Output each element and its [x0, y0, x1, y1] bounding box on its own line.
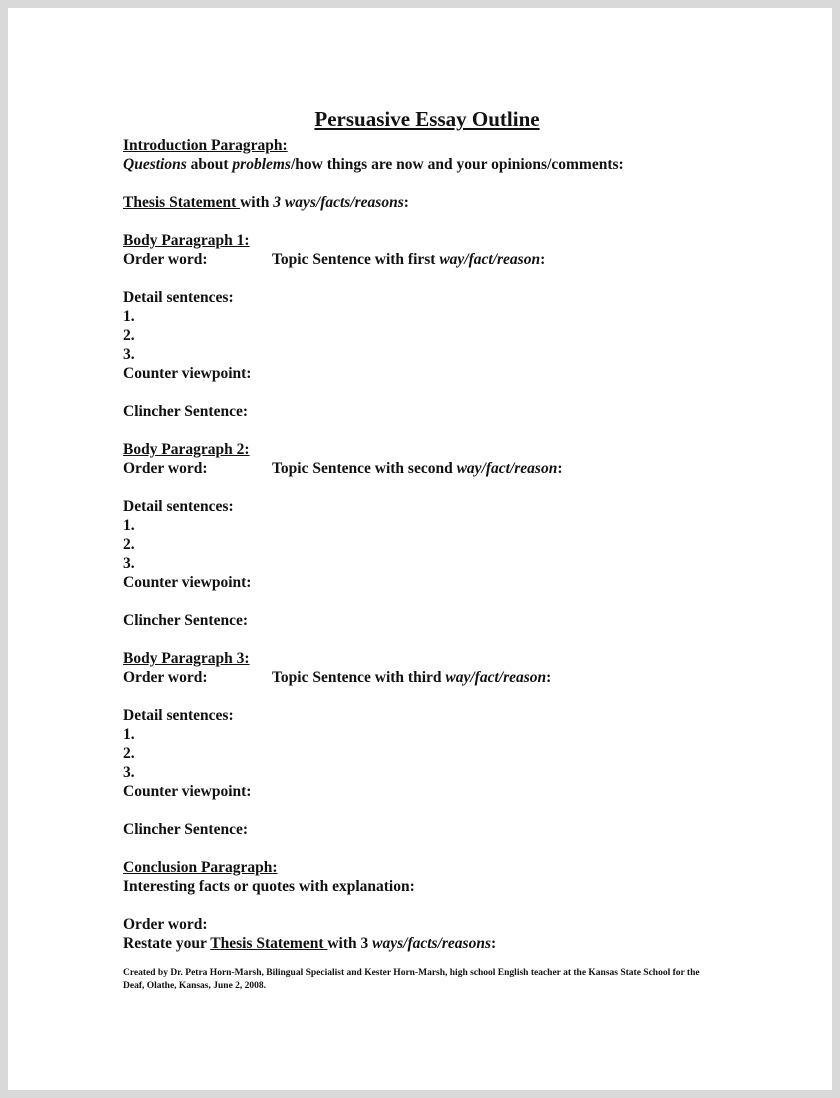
thesis-colon: :: [403, 194, 409, 211]
intro-questions-line: [123, 155, 723, 174]
body1-detail-1: 1.: [123, 308, 135, 325]
body3-topic-text: Topic Sentence with third: [272, 669, 446, 686]
body2-order-row: [123, 459, 723, 478]
body2-clincher: Clincher Sentence:: [123, 612, 248, 629]
thesis-line: [123, 193, 723, 212]
body1-order-word: Order word:: [123, 251, 208, 268]
body2-order-word: Order word:: [123, 460, 208, 477]
thesis-heading: Thesis Statement: [123, 194, 241, 211]
intro-heading: Introduction Paragraph:: [123, 137, 288, 154]
intro-questions-text1: about: [186, 156, 233, 173]
conclusion-heading: Conclusion Paragraph:: [123, 859, 278, 876]
thesis-text: with: [240, 194, 274, 211]
body1-detail-2: 2.: [123, 327, 135, 344]
body3-detail-2: 2.: [123, 745, 135, 762]
page-title: Persuasive Essay Outline: [314, 107, 540, 131]
conclusion-restate-line: [123, 934, 723, 953]
body3-clincher: Clincher Sentence:: [123, 821, 248, 838]
body2-topic-colon: :: [557, 460, 563, 477]
restate-text: Restate your: [123, 935, 211, 952]
restate-thesis: Thesis Statement: [210, 935, 328, 952]
thesis-italic: 3 ways/facts/reasons: [273, 194, 404, 211]
body2-topic-text: Topic Sentence with second: [272, 460, 457, 477]
body2-detail-2: 2.: [123, 536, 135, 553]
restate-with: with 3: [327, 935, 373, 952]
body1-topic-italic: way/fact/reason: [439, 251, 541, 268]
conclusion-order-word: Order word:: [123, 916, 208, 933]
body2-details: Detail sentences:: [123, 498, 234, 515]
restate-italic: ways/facts/reasons: [372, 935, 491, 952]
body3-heading: Body Paragraph 3:: [123, 650, 250, 667]
body1-counter: Counter viewpoint:: [123, 365, 252, 382]
body3-detail-1: 1.: [123, 726, 135, 743]
body1-detail-3: 3.: [123, 346, 135, 363]
body1-topic-text: Topic Sentence with first: [272, 251, 440, 268]
intro-questions-italic: Questions: [123, 156, 187, 173]
body1-topic-colon: :: [540, 251, 546, 268]
body2-detail-3: 3.: [123, 555, 135, 572]
document-page: [8, 8, 832, 1090]
body3-topic-colon: :: [546, 669, 552, 686]
body3-details: Detail sentences:: [123, 707, 234, 724]
body2-topic: [272, 459, 563, 478]
conclusion-facts: Interesting facts or quotes with explanation:: [123, 878, 415, 895]
body1-clincher: Clincher Sentence:: [123, 403, 248, 420]
credit-footer: Created by Dr. Petra Horn-Marsh, Bilingual Specialist and Kester Horn-Marsh, high school English teacher at the Kansas State School for the Deaf, Olathe, Kansas, June 2, 2008.: [123, 968, 700, 991]
body2-counter: Counter viewpoint:: [123, 574, 252, 591]
body3-topic-italic: way/fact/reason: [445, 669, 547, 686]
body3-order-row: [123, 668, 723, 687]
restate-colon: :: [491, 935, 497, 952]
body3-counter: Counter viewpoint:: [123, 783, 252, 800]
body1-details: Detail sentences:: [123, 289, 234, 306]
body2-detail-1: 1.: [123, 517, 135, 534]
body3-order-word: Order word:: [123, 669, 208, 686]
body1-heading: Body Paragraph 1:: [123, 232, 250, 249]
body1-order-row: [123, 250, 723, 269]
body2-heading: Body Paragraph 2:: [123, 441, 250, 458]
body3-detail-3: 3.: [123, 764, 135, 781]
outline-document: [123, 106, 723, 993]
intro-questions-text2: /how things are now and your opinions/comments:: [290, 156, 624, 173]
body1-topic: [272, 250, 545, 269]
body3-topic: [272, 668, 551, 687]
body2-topic-italic: way/fact/reason: [456, 460, 558, 477]
intro-problems-italic: problems: [232, 156, 291, 173]
